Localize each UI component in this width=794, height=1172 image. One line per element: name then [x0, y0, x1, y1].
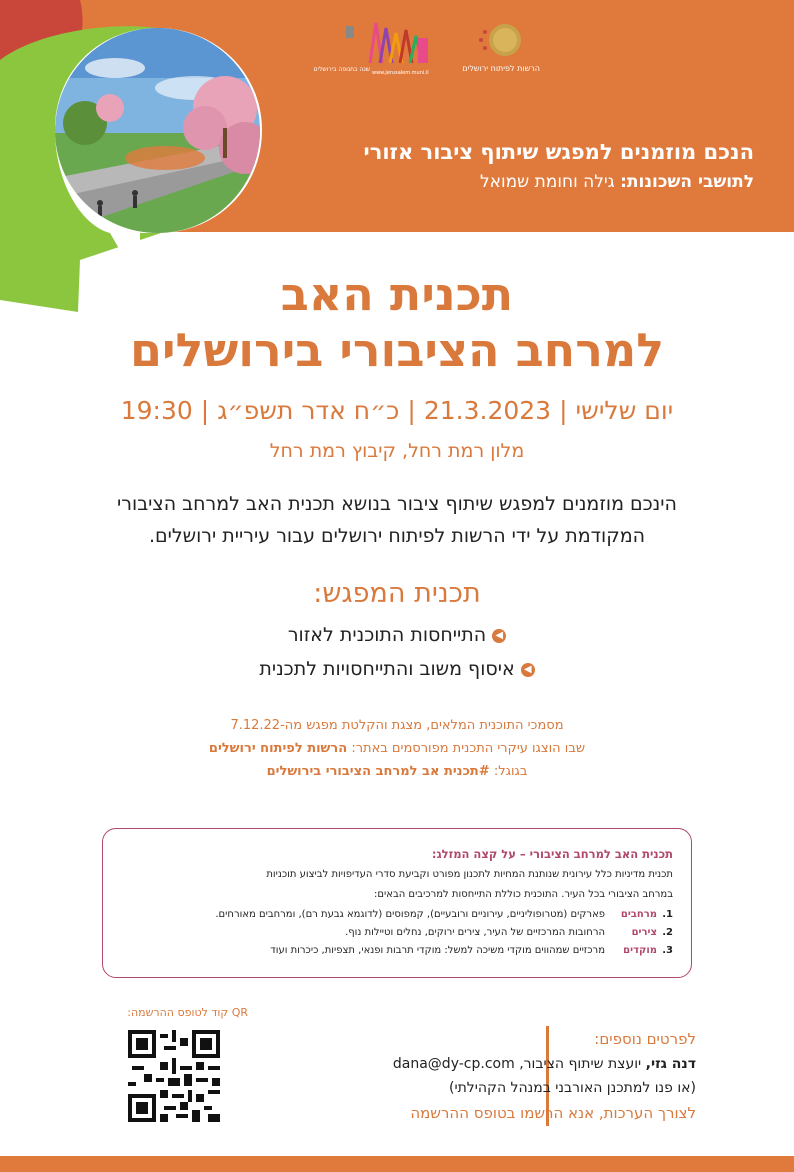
city-logo [313, 18, 440, 78]
invitation-tagline: הנכם מוזמנים למפגש שיתוף ציבור אזורי [363, 140, 754, 164]
title-line-1: תכנית האב [280, 267, 514, 321]
jda-website-link[interactable]: הרשות לפיתוח ירושלים [208, 741, 348, 756]
jda-logo-text: הרשות לפיתוח ירושלים [462, 64, 540, 73]
contact-person [393, 1056, 696, 1072]
intro-line-2: המקודמת על ידי הרשות לפיתוח ירושלים עבור עיריית ירושלים. [148, 525, 646, 547]
sources-line-3: בגוגל: #תכנית אב למרחב הציבורי בירושלים [266, 764, 528, 779]
audience-line [480, 172, 754, 192]
audience-value: גילה וחומת שמואל [479, 172, 615, 192]
audience-label: לתושבי השכונות: [620, 172, 754, 192]
arrow-bullet-icon: ◀ [521, 663, 535, 677]
city-logo-url: www.jerusalem.muni.il [372, 70, 429, 76]
contact-alt: (או פנו למתכנן האורבני במנהל הקהילתי) [448, 1080, 696, 1096]
sources-line-2: שבו הוצגו עיקרי התכנית מפורסמים באתר: הרשות לפיתוח ירושלים [208, 741, 586, 756]
summary-line-2: במרחב הציבורי בכל העיר. התוכנית כוללת התייחסות למרכיבים הבאים: [374, 889, 673, 900]
google-search-term: #תכנית אב למרחב הציבורי בירושלים [266, 764, 490, 779]
park-illustration [55, 28, 260, 233]
footer-band [0, 1156, 794, 1172]
summary-line-1: תכנית מדיניות כלל עירונית שנותנת המחיות לתכנון מפורט וקביעת סדרי העדיפויות לביצוע תוכניות [266, 869, 673, 880]
summary-row: 1.מרחביםפארקים (מטרופוליניים, עירוניים ורובעיים), קמפוסים (לדוגמא גבעת רם), ומרחבים מאורחים. [215, 909, 673, 920]
qr-label: QR קוד לטופס ההרשמה: [127, 1006, 248, 1019]
event-day: יום שלישי [575, 396, 674, 425]
arrow-bullet-icon: ◀ [492, 629, 506, 643]
event-venue: מלון רמת רחל, קיבוץ רמת רחל [269, 440, 525, 462]
event-dateline: יום שלישי|21.3.2023|כ״ח אדר תשפ״ג|19:30 [120, 396, 674, 425]
title-line-2: למרחב הציבורי בירושלים [129, 323, 665, 377]
city-logo-text: שנה בתנופה בירושלים [313, 66, 370, 73]
contact-email[interactable]: dana@dy-cp.com [392, 1056, 515, 1072]
contact-role: יועצת שיתוף הציבור, [519, 1056, 642, 1072]
intro-line-1: הינכם מוזמנים למפגש שיתוף ציבור בנושא תכנית האב למרחב הציבורי [117, 493, 677, 515]
sources-line-1: מסמכי התוכנית המלאים, מצגת והקלטת מפגש מה-7.12.22 [230, 718, 564, 733]
event-date: 21.3.2023 [423, 396, 552, 425]
intro-paragraph [40, 488, 754, 552]
jda-logo [455, 18, 540, 78]
contact-name: דנה גזי, [645, 1056, 696, 1072]
agenda-item: ◀איסוף משוב והתייחסויות לתכנית [0, 658, 794, 680]
agenda-item: ◀התייחסות התוכנית לאזור [0, 624, 794, 646]
summary-row: 2.ציריםהרחובות המרכזיים של העיר, צירים ירוקים, נחלים וטיילות נוף. [345, 927, 673, 938]
agenda-title: תכנית המפגש: [313, 578, 481, 609]
summary-title: תכנית האב למרחב הציבורי – על קצה המזלג: [431, 847, 673, 861]
event-time: 19:30 [120, 396, 193, 425]
contact-heading: לפרטים נוספים: [594, 1030, 696, 1048]
registration-qr-code[interactable] [128, 1030, 220, 1122]
summary-row: 3.מוקדיםמרכזיים שמהווים מוקדי משיכה למשל: מוקדי תרבות ופנאי, תצפיות, כיכרות ועוד [270, 945, 673, 956]
event-hebrew-date: כ״ח אדר תשפ״ג [217, 396, 400, 425]
summary-box [102, 828, 692, 978]
registration-note: לצורך הערכות, אנא הרשמו בטופס ההרשמה [410, 1104, 696, 1122]
